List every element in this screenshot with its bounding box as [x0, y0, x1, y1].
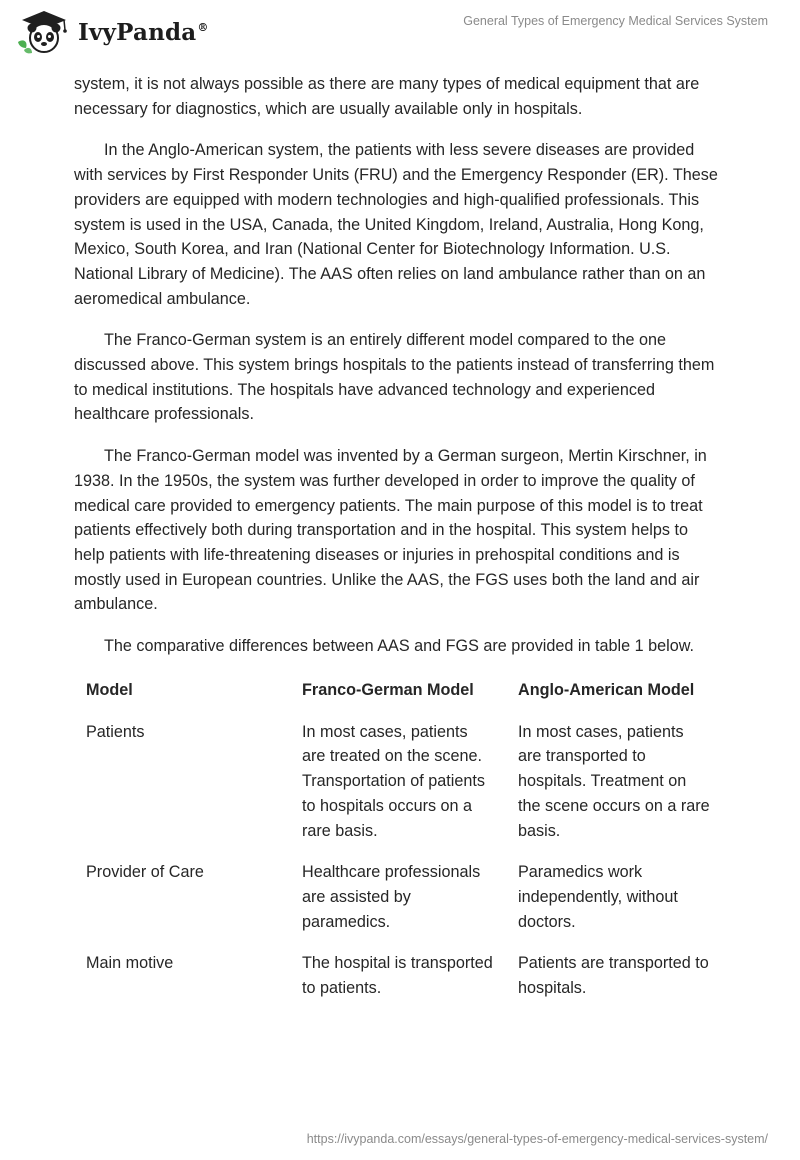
table-cell: Healthcare professionals are assisted by paramedics.: [302, 863, 481, 931]
table-cell: Paramedics work independently, without doctors.: [518, 863, 678, 931]
table-cell: The hospital is transported to patients.: [302, 954, 493, 998]
ivypanda-logo[interactable]: [14, 8, 209, 56]
table-cell: Patients are transported to hospitals.: [518, 954, 709, 998]
essay-body: [74, 72, 722, 676]
paragraph: The Franco-German model was invented by a German surgeon, Mertin Kirschner, in 1938. In the 1950s, the system was further developed in order to improve the quality of medical care provided to emergency patients. The main purpose of this model is to treat patients effectively both during transportation and in the hospital. This system helps to help patients with life-threatening diseases or injuries in prehospital conditions and is mostly used in European countries. Unlike the AAS, the FGS uses both the land and air ambulance.: [74, 447, 707, 614]
table-cell: Main motive: [86, 954, 174, 973]
table-row: [74, 947, 722, 1013]
panda-graduate-icon: [14, 8, 72, 56]
table-header-cell: Anglo-American Model: [518, 681, 695, 699]
table-cell: In most cases, patients are transported to hospitals. Treatment on the scene occurs on a rare basis.: [518, 722, 710, 840]
table-cell: In most cases, patients are treated on the scene. Transportation of patients to hospitals occurs on a rare basis.: [302, 722, 485, 840]
table-row: [74, 716, 722, 857]
table-header-cell: Franco-German Model: [302, 681, 474, 699]
page-header: [0, 0, 800, 66]
table-header-cell: Model: [86, 681, 133, 699]
brand-name: IvyPanda®: [78, 18, 209, 46]
registered-mark: ®: [197, 20, 209, 34]
paragraph: The comparative differences between AAS and FGS are provided in table 1 below.: [104, 637, 694, 656]
table-cell: Patients: [86, 722, 145, 741]
document-title: General Types of Emergency Medical Services System: [463, 14, 768, 28]
paragraph: system, it is not always possible as there are many types of medical equipment that are necessary for diagnostics, which are usually available only in hospitals.: [74, 75, 700, 118]
comparison-table: [74, 674, 722, 1014]
paragraph: The Franco-German system is an entirely different model compared to the one discussed above. This system brings hospitals to the patients instead of transferring them to medical institutions. The hospitals have advanced technology and experienced healthcare professionals.: [74, 331, 715, 424]
table-cell: Provider of Care: [86, 863, 204, 882]
table-header-row: [74, 674, 722, 716]
source-url-link[interactable]: https://ivypanda.com/essays/general-types-of-emergency-medical-services-system/: [306, 1132, 768, 1146]
table-row: [74, 856, 722, 947]
paragraph: In the Anglo-American system, the patients with less severe diseases are provided with services by First Responder Units (FRU) and the Emergency Responder (ER). These providers are equipped with modern technologies and high-qualified professionals. This system is used in the USA, Canada, the United Kingdom, Ireland, Australia, Hong Kong, Mexico, South Korea, and Iran (National Center for Biotechnology Information. U.S. National Library of Medicine). The AAS often relies on land ambulance rather than on an aeromedical ambulance.: [74, 141, 718, 308]
